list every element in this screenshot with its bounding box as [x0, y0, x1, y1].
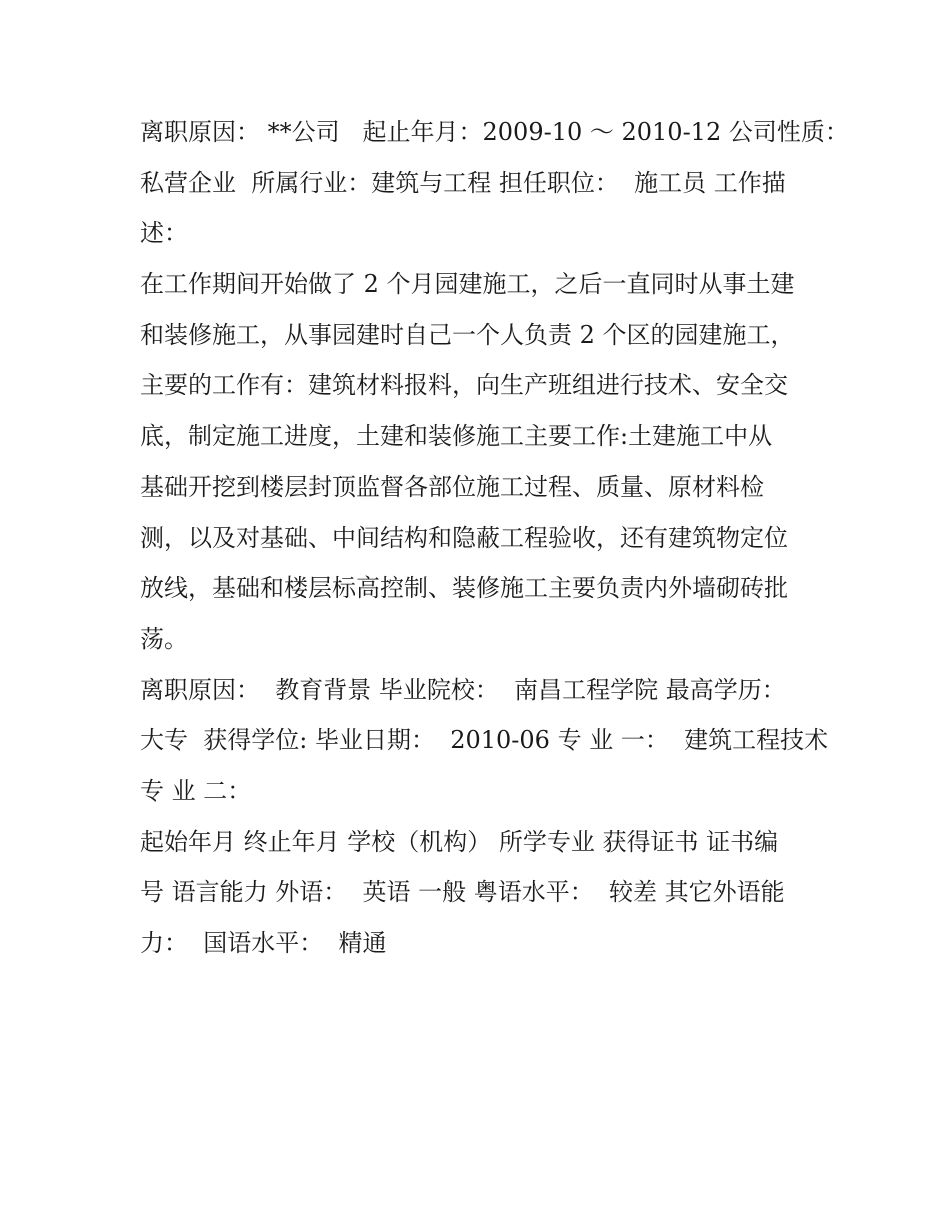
text-line: 力： 国语水平： 精通: [140, 929, 387, 957]
text-line: 在工作期间开始做了 2 个月园建施工，之后一直同时从事土建: [140, 270, 795, 299]
text-line: 号 语言能力 外语： 英语 一般 粤语水平： 较差 其它外语能: [140, 878, 785, 907]
text-line: 离职原因： **公司 起止年月：2009-10 ～ 2010-12 公司性质：: [140, 118, 849, 146]
text-line: 底，制定施工进度，土建和装修施工主要工作:土建施工中从: [140, 422, 773, 451]
text-line: 起始年月 终止年月 学校（机构） 所学专业 获得证书 证书编: [140, 827, 779, 856]
text-line: 放线，基础和楼层标高控制、装修施工主要负责内外墙砌砖批: [140, 574, 788, 603]
text-line: 大专 获得学位: 毕业日期： 2010-06 专 业 一： 建筑工程技术: [140, 726, 829, 755]
text-line: 私营企业 所属行业：建筑与工程 担任职位： 施工员 工作描: [140, 168, 786, 197]
text-line: 和装修施工，从事园建时自己一个人负责 2 个区的园建施工，: [140, 320, 795, 349]
text-line: 离职原因： 教育背景 毕业院校： 南昌工程学院 最高学历：: [140, 675, 786, 704]
resume-text: [140, 107, 849, 969]
text-line: 述：: [140, 219, 188, 248]
text-line: 荡。: [140, 624, 188, 653]
text-line: 主要的工作有：建筑材料报料，向生产班组进行技术、安全交: [140, 371, 788, 400]
text-line: 基础开挖到楼层封顶监督各部位施工过程、质量、原材料检: [140, 472, 764, 501]
text-line: 测，以及对基础、中间结构和隐蔽工程验收，还有建筑物定位: [140, 523, 788, 552]
text-line: 专 业 二：: [140, 776, 252, 805]
